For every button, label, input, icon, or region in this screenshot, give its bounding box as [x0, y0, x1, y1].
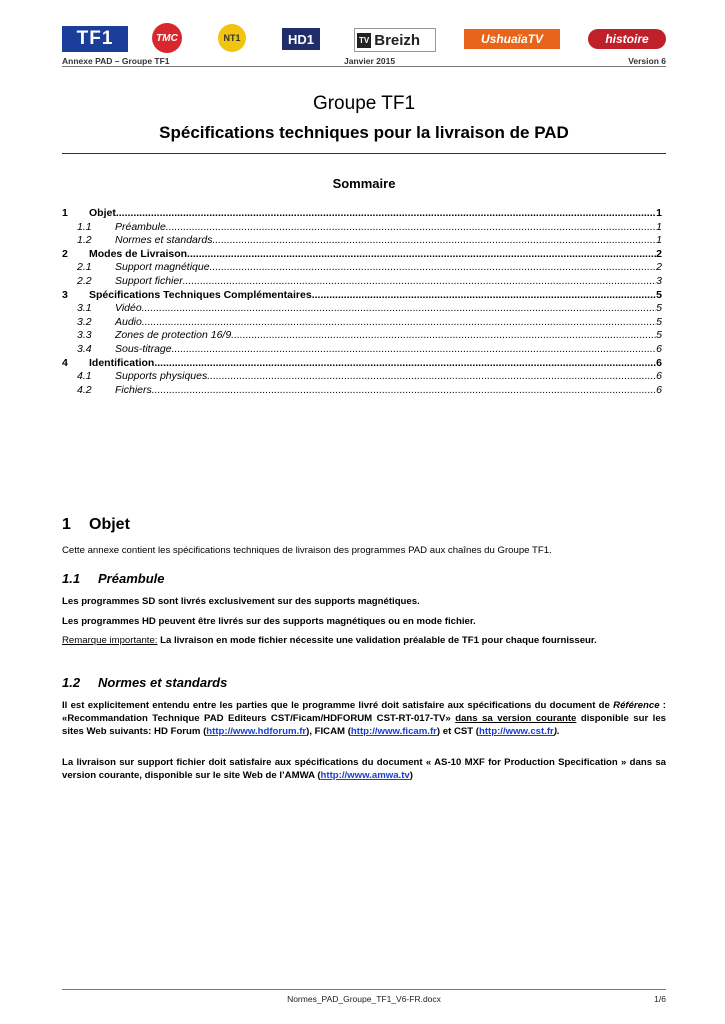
footer-page-number: 1/6	[654, 994, 666, 1004]
toc-entry-page: 5	[656, 329, 662, 342]
toc-leader	[152, 384, 656, 396]
toc-leader	[187, 248, 656, 260]
toc-leader	[212, 234, 656, 246]
toc-leader	[142, 316, 656, 328]
toc-entry-page: 5	[656, 315, 662, 328]
toc-leader	[210, 261, 657, 273]
toc-entry[interactable]	[62, 261, 662, 275]
toc-entry-number: 4.1	[77, 370, 92, 383]
tf1-logo: TF1	[62, 26, 128, 52]
document-title: Groupe TF1	[312, 93, 416, 114]
footer-filename: Normes_PAD_Groupe_TF1_V6-FR.docx	[287, 994, 441, 1004]
preambule-paragraph-1: Les programmes SD sont livrés exclusivement sur des supports magnétiques.	[62, 596, 420, 607]
toc-entry-title: Zones de protection 16/9	[115, 329, 232, 342]
toc-entry-page: 2	[656, 247, 662, 260]
toc-entry-number: 2	[62, 247, 68, 260]
toc-entry[interactable]	[62, 289, 662, 303]
toc-entry-title: Modes de Livraison	[89, 247, 188, 260]
toc-entry-number: 3.1	[77, 302, 92, 315]
toc-entry-page: 5	[656, 288, 662, 301]
toc-entry-title: Préambule	[115, 220, 166, 233]
toc-entry[interactable]	[62, 248, 662, 262]
preambule-paragraph-2: Les programmes HD peuvent être livrés sur des supports magnétiques ou en mode fichier.	[62, 616, 476, 627]
toc-entry-title: Spécifications Techniques Complémentaires	[89, 288, 312, 301]
toc-leader	[183, 275, 656, 287]
remark-text: La livraison en mode fichier nécessite une validation préalable de TF1 pour chaque fournisseur.	[157, 635, 597, 646]
cst-link[interactable]: http://www.cst.fr	[479, 726, 554, 737]
toc-entry-title: Vidéo	[115, 302, 142, 315]
toc-leader	[142, 302, 656, 314]
header-right: Version 6	[628, 56, 666, 66]
toc-entry-number: 1.1	[77, 220, 92, 233]
toc-entry-page: 5	[656, 302, 662, 315]
toc-leader	[231, 329, 656, 341]
header-divider	[62, 66, 666, 67]
nt1-logo: NT1	[218, 24, 246, 52]
toc-entry[interactable]	[62, 275, 662, 289]
toc-entry-page: 6	[656, 370, 662, 383]
toc-entry[interactable]	[62, 234, 662, 248]
toc-entry[interactable]	[62, 316, 662, 330]
toc-entry-number: 4	[62, 356, 68, 369]
toc-entry[interactable]	[62, 384, 662, 398]
toc-entry[interactable]	[62, 343, 662, 357]
section-1-1-heading: 1.1 Préambule	[62, 571, 165, 586]
footer-divider	[62, 989, 666, 990]
ushuaia-tv-logo: UshuaïaTV	[464, 29, 560, 49]
toc-entry-number: 3	[62, 288, 68, 301]
amwa-link[interactable]: http://www.amwa.tv	[320, 770, 410, 781]
toc-leader	[207, 370, 656, 382]
table-of-contents	[62, 207, 662, 397]
toc-entry-number: 3.2	[77, 315, 92, 328]
toc-entry-number: 3.4	[77, 342, 92, 355]
toc-entry-title: Audio	[115, 315, 142, 328]
remark-label: Remarque importante:	[62, 635, 158, 646]
toc-entry[interactable]	[62, 329, 662, 343]
section-1-intro: Cette annexe contient les spécifications techniques de livraison des programmes PAD aux chaînes du Groupe TF1.	[62, 545, 552, 556]
toc-entry[interactable]	[62, 207, 662, 221]
toc-heading: Sommaire	[332, 176, 396, 191]
toc-entry-page: 3	[656, 274, 662, 287]
toc-entry-page: 2	[656, 261, 662, 274]
toc-entry-page: 1	[656, 234, 662, 247]
toc-entry-page: 6	[656, 383, 662, 396]
toc-entry-number: 4.2	[77, 383, 92, 396]
channel-logos	[62, 24, 667, 54]
toc-entry-title: Normes et standards	[115, 234, 213, 247]
section-1-heading: 1 Objet	[62, 516, 130, 533]
normes-paragraph-2: La livraison sur support fichier doit satisfaire aux spécifications du document « AS-10 MXF for Production Specification » dans sa version courante, disponible sur le site Web de l’AMWA (http://www.amwa.tv)	[62, 757, 666, 781]
toc-entry-page: 6	[656, 356, 662, 369]
toc-entry[interactable]	[62, 221, 662, 235]
toc-entry-number: 1.2	[77, 234, 92, 247]
toc-entry-title: Sous-titrage	[115, 342, 172, 355]
tv-breizh-logo: TV Breizh	[354, 28, 436, 52]
toc-entry-title: Support magnétique	[115, 261, 210, 274]
toc-leader	[312, 289, 656, 301]
histoire-logo: histoire	[588, 29, 666, 49]
toc-entry-title: Identification	[89, 356, 155, 369]
toc-entry-number: 1	[62, 207, 68, 219]
ficam-link[interactable]: http://www.ficam.fr	[350, 726, 437, 737]
tmc-logo: TMC	[152, 23, 182, 53]
hd1-logo: HD1	[282, 28, 320, 50]
toc-leader	[172, 343, 657, 355]
toc-leader	[116, 207, 656, 219]
toc-entry-number: 2.1	[77, 261, 92, 274]
section-1-2-heading: 1.2 Normes et standards	[62, 675, 228, 690]
toc-entry-number: 3.3	[77, 329, 92, 342]
normes-paragraph-1: Il est explicitement entendu entre les parties que le programme livré doit satisfaire aux spécifications du document de Référence : «Recommandation Technique PAD Editeurs CST/Ficam/HDFORUM CST-RT-017-TV» dans sa version courante disponible sur les sites Web suivants: HD Forum (http://www.hdforum.fr), FICAM (http://www.ficam.fr) et CST (http://www.cst.fr).	[62, 700, 667, 737]
toc-entry-title: Fichiers	[115, 383, 152, 396]
header-left: Annexe PAD – Groupe TF1	[62, 56, 170, 66]
toc-entry[interactable]	[62, 302, 662, 316]
document-subtitle: Spécifications techniques pour la livraison de PAD	[159, 123, 569, 142]
hdforum-link[interactable]: http://www.hdforum.fr	[206, 726, 307, 737]
header-center: Janvier 2015	[344, 56, 396, 66]
toc-entry-title: Support fichier	[115, 274, 183, 287]
toc-entry-page: 1	[656, 220, 662, 233]
toc-entry-title: Supports physiques	[115, 370, 208, 383]
toc-entry[interactable]	[62, 370, 662, 384]
toc-entry-title: Objet	[89, 207, 116, 219]
toc-entry-page: 6	[656, 342, 662, 355]
toc-entry-page: 1	[656, 207, 662, 219]
preambule-remark	[62, 634, 622, 647]
title-divider	[62, 153, 666, 154]
toc-entry[interactable]	[62, 357, 662, 371]
toc-leader	[166, 221, 656, 233]
toc-entry-number: 2.2	[77, 274, 92, 287]
toc-leader	[154, 357, 656, 369]
